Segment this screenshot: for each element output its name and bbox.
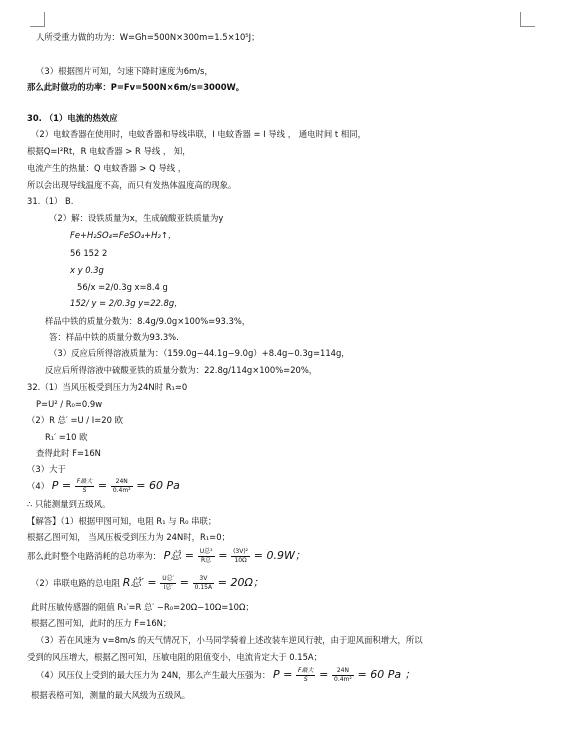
fraction: $\frac{24N}{\text{0.4m²}}$ [334, 667, 352, 683]
text-line: 查得此时 F=16N [36, 448, 101, 458]
text-line: （3）根据图片可知，匀速下降时速度为6m/s， [36, 66, 213, 76]
fraction: $\frac{24N}{\text{0.4m²}}$ [112, 478, 131, 494]
text-line: 此时压敏传感器的阻值 R₁′=R 总′ −R₀=20Ω−10Ω=10Ω； [31, 602, 254, 612]
text-line: x y 0.3g [70, 265, 104, 275]
text-line: 人所受重力做的功为：W=Gh=500N×300m=1.5×10⁵J； [36, 32, 260, 42]
text-line: 电流产生的热量：Q 电蚊香器 > Q 导线 ， [27, 163, 187, 173]
text-line: ∴ 只能测量到五级风。 [27, 499, 111, 509]
formula-line: 那么此时整个电路消耗的总功率为： P总 = $\frac{\text{U总²}}{\text{R总}}$ = $\frac{\text{(3V)²}}{10\Omega}$ = 0.9W； [27, 548, 306, 564]
text-line: 56/x =2/0.3g x=8.4 g [77, 282, 168, 292]
text-line: 答：样品中铁的质量分数为93.3%. [49, 332, 179, 342]
crop-mark-top-left [30, 12, 45, 27]
text-line: 根据Q=I²Rt，R 电蚊香器 > R 导线 ， 知， [27, 146, 191, 156]
text-line: R₁′ =10 欧 [45, 432, 88, 442]
text-line: 31.（1） B. [27, 196, 74, 206]
fraction: $\frac{\text{(3V)²}}{10\Omega}$ [233, 548, 249, 564]
text-line: （3）反应后所得溶液质量为：（159.0g−44.1g−9.0g）+8.4g−0.3g=114g， [49, 348, 350, 358]
text-line: 根据乙图可知，此时的压力 F=16N； [31, 618, 172, 628]
text-line: （2）解：设铁质量为x，生成硫酸亚铁质量为y [49, 213, 224, 223]
text-line: 所以会出现导线温度不高，而只有发热体温度高的现象。 [27, 180, 237, 190]
text-line: 样品中铁的质量分数为：8.4g/9.0g×100%=93.3%， [45, 316, 251, 326]
text-line: （2）电蚊香器在使用时，电蚊香器和导线串联，I 电蚊香器 = I 导线 ， 通电时间 t 相同， [31, 129, 366, 139]
fraction: $\frac{\text{U总′}}{\text{I总′}}$ [162, 575, 175, 591]
text-line: 30. （1）电流的热效应 [27, 113, 118, 123]
text-line: P=U² / R₀=0.9w [36, 399, 103, 409]
formula-line: （2）串联电路的总电阻 R总′ = $\frac{\text{U总′}}{\text{I总′}}$ = $\frac{3V}{0.15A}$ = 20Ω； [31, 575, 264, 591]
text-line: Fe+H₂SO₄=FeSO₄+H₂↑， [70, 230, 177, 240]
text-line: （2）R 总′ =U / I=20 欧 [27, 415, 123, 425]
fraction: $\frac{\text{F最大}}{S}$ [76, 478, 93, 494]
text-line: （3）大于 [27, 464, 66, 474]
formula-line: （4）风压仪上受到的最大压力为 24N，那么产生最大压强为： P = $\frac{\text{F最大}}{S}$ = $\frac{24N}{\text{0.4m²}}$ = 60 Pa ； [36, 667, 416, 683]
text-line: 152/ y = 2/0.3g y=22.8g， [70, 298, 183, 308]
text-line: 那么此时做功的功率：P=Fv=500N×6m/s=3000W。 [27, 82, 245, 92]
text-line: （3）若在风速为 v=8m/s 的天气情况下，小马同学骑着上述改装车逆风行驶，由于迎风面积增大，所以 [36, 635, 423, 645]
crop-mark-top-right [520, 12, 535, 27]
formula-line: （4） P = $\frac{\text{F最大}}{S}$ = $\frac{24N}{\text{0.4m²}}$ = 60 Pa [27, 478, 180, 494]
text-line: 反应后所得溶液中硫酸亚铁的质量分数为：22.8g/114g×100%=20%， [45, 365, 318, 375]
fraction: $\frac{\text{U总²}}{\text{R总}}$ [199, 548, 213, 564]
text-line: 根据表格可知，测量的最大风级为五级风。 [31, 690, 191, 700]
text-line: 32.（1）当风压板受到压力为24N时 R₁=0 [27, 382, 188, 392]
text-line: 根据乙图可知， 当风压板受到压力为 24N时，R₁=0； [27, 532, 230, 542]
text-line: 56 152 2 [70, 248, 108, 258]
text-line: 【解答】（1）根据甲图可知，电阻 R₁ 与 R₀ 串联； [27, 516, 217, 526]
text-line: 受到的风压增大，根据乙图可知，压敏电阻的阻值变小，电流肯定大于 0.15A； [27, 652, 323, 662]
fraction: $\frac{\text{F最大}}{S}$ [298, 667, 314, 683]
fraction: $\frac{3V}{0.15A}$ [194, 575, 213, 591]
